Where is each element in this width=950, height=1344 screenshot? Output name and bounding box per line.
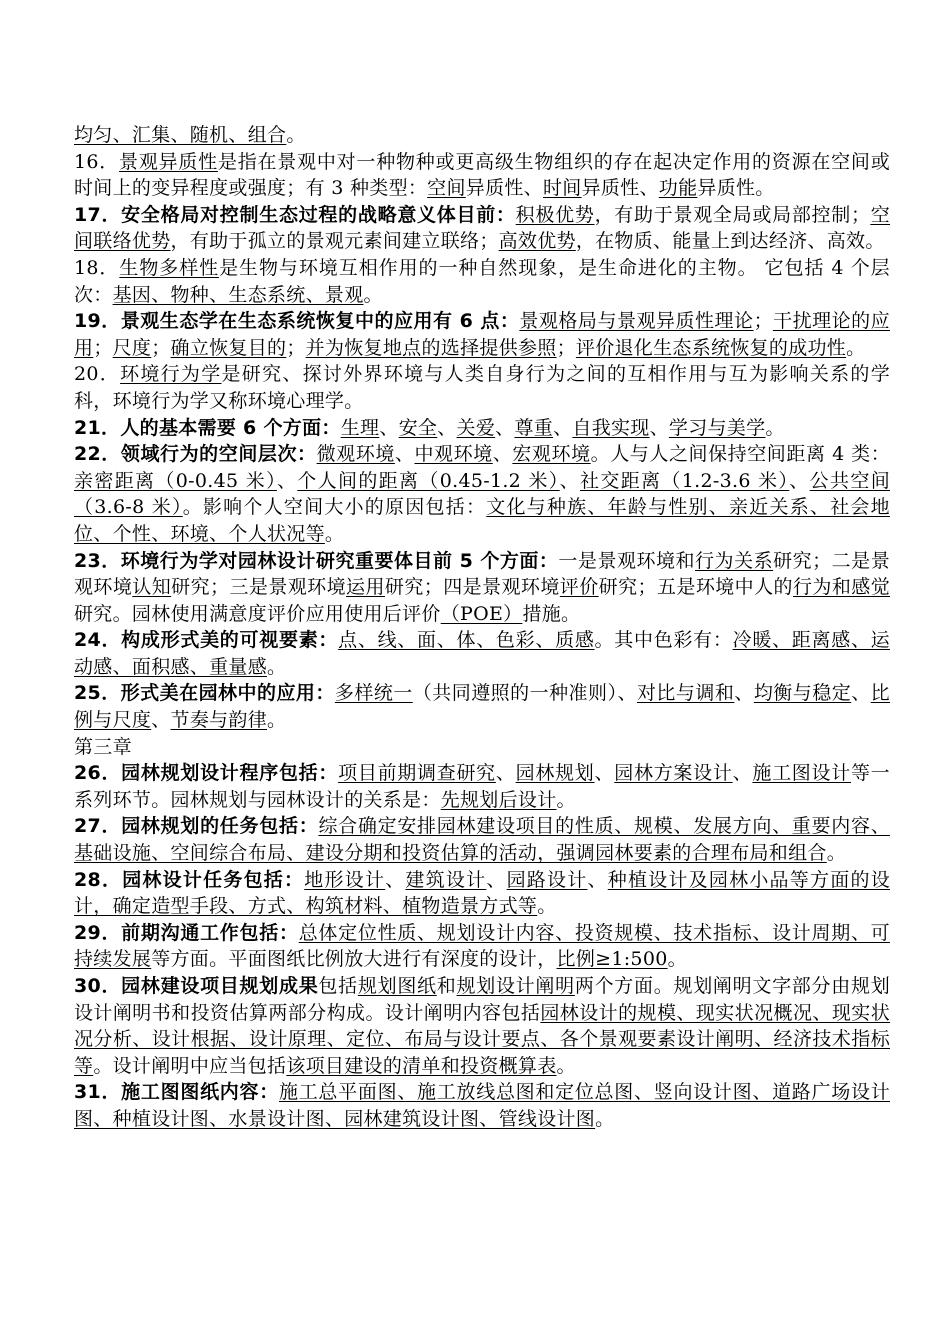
body-text: 、 (789, 469, 810, 492)
bold-heading-text: 21．人的基本需要 6 个方面： (74, 416, 341, 439)
body-text: 。 (556, 1054, 576, 1077)
bold-heading-text: 17．安全格局对控制生态过程的战略意义体目前： (74, 203, 516, 226)
underlined-text: 总体定位性质、规划设计内容、投资规模、技术指标、设计周期、可持续发展 (74, 921, 890, 971)
underlined-text: 社交距离（1.2-3.6 米） (580, 469, 790, 492)
underlined-text: 学习与美学 (668, 416, 766, 439)
body-text: 异质性。 (697, 177, 775, 200)
underlined-text: 评价退化生态系统恢复的成功性 (575, 336, 847, 359)
underlined-text: 文化与种族、年龄与性别、亲近关系、社会地位、个性、环境、个人状况等 (74, 496, 890, 545)
underlined-text: 运用 (346, 576, 385, 599)
body-text: 、 (486, 868, 507, 891)
bold-heading-text: 22．领域行为的空间层次： (74, 443, 317, 466)
body-text: 、 (495, 416, 515, 439)
body-text: 、 (734, 682, 754, 705)
body-text: ，有助于孤立的景观元素间建立联络； (170, 230, 499, 253)
bold-heading-text: 26．园林规划设计程序包括： (74, 762, 339, 785)
underlined-text: 中观环境 (414, 443, 493, 466)
paragraph (74, 680, 890, 733)
body-text: 。 (556, 788, 576, 811)
underlined-text: 园林规划 (515, 762, 595, 785)
underlined-text: 确立恢复目的 (170, 336, 287, 359)
underlined-text: 自我实现 (572, 416, 650, 439)
body-text: 研究；四是景观环境 (384, 576, 560, 599)
underlined-text: 规划设计阐明 (456, 975, 575, 997)
bold-heading-text: 27．园林规划的任务包括： (74, 815, 319, 838)
body-text: 。 (286, 124, 306, 146)
underlined-text: 景观格局与景观异质性理论 (519, 310, 754, 333)
underlined-text: 均衡与稳定 (753, 682, 852, 705)
underlined-text: 园路设计 (506, 868, 588, 891)
paragraph (74, 415, 890, 442)
underlined-text: 干扰理论的应用 (74, 310, 890, 359)
body-text: 。人与人之间保持空间距离 4 类： (590, 443, 891, 466)
paragraph (74, 920, 890, 973)
underlined-text: 项目前期调查研究 (338, 762, 496, 785)
body-text: ，有助于景观全局或局部控制； (594, 203, 871, 226)
body-text: （共同遵照的一种准则）、 (412, 682, 637, 705)
body-text: 异质性、 (581, 177, 659, 200)
body-text: ； (286, 336, 306, 359)
paragraph (74, 361, 890, 414)
body-text: 、 (495, 762, 516, 785)
underlined-text: 积极优势 (515, 203, 595, 226)
paragraph (74, 202, 890, 255)
body-text: ； (93, 336, 113, 359)
body-text: ； (556, 336, 576, 359)
body-text: 。 (267, 655, 287, 678)
body-text: 、 (394, 443, 415, 466)
underlined-text: 比例与尺度 (74, 682, 890, 732)
bold-heading-text: 30．园林建设项目规划成果 (74, 975, 319, 997)
body-text: 。 (324, 522, 345, 545)
body-text: 。 (363, 283, 383, 306)
paragraph (74, 760, 890, 813)
body-text: 。 (267, 709, 287, 732)
underlined-text: （POE） (440, 602, 523, 625)
body-text: 、 (559, 469, 581, 492)
underlined-text: 并为恢复地点的选择提供参照 (305, 336, 557, 359)
bold-heading-text: 28．园林设计任务包括： (74, 868, 305, 891)
body-text: 异质性、 (465, 177, 543, 200)
body-text: 、 (492, 443, 513, 466)
underlined-text: 尺度 (112, 336, 152, 359)
body-text: 研究；五是环境中人的 (598, 576, 793, 599)
underlined-text: 宏观环境 (512, 443, 591, 466)
underlined-text: 综合确定安排园林建设项目的性质、规模、发展方向、重要内容、基础设施、空间综合布局、建设分期和投资估算的活动，强调园林要素的合理布局和组合 (74, 815, 891, 865)
body-text: 、 (437, 416, 457, 439)
underlined-text: 该项目建设的清单和投资概算表 (286, 1054, 557, 1077)
underlined-text: 规划图纸 (357, 975, 437, 997)
body-text: 包括 (318, 975, 358, 997)
paragraph (74, 122, 890, 149)
body-text: 第三章 (74, 735, 132, 758)
bold-heading-text: 25．形式美在园林中的应用： (74, 682, 335, 705)
body-text: 研究；三是景观环境 (171, 576, 347, 599)
body-text: 是生物与环境互相作用的一种自然现象，是生命进化的主物。 它包括 4 个层次： (74, 256, 890, 306)
paragraph (74, 149, 890, 202)
body-text: 等方面。平面图纸比例放大进行有深度的设计， (151, 948, 557, 971)
bold-heading-text: 24．构成形式美的可视要素： (74, 629, 339, 652)
body-text: 。影响个人空间大小的原因包括： (182, 496, 487, 519)
body-text: 一是景观环境和 (558, 549, 696, 572)
body-text: 。 (537, 895, 557, 918)
body-text: 、 (851, 682, 871, 705)
underlined-text: 生理 (340, 416, 380, 439)
body-text: 16． (74, 150, 120, 173)
paragraph (74, 255, 890, 308)
underlined-text: 先规划后设计 (440, 788, 557, 811)
body-text: 研究；二是景观环境 (74, 549, 890, 599)
body-text: 两个方面。规划阐明文字部分由规划设计阐明书和投资估算两部分构成。设计阐明内容包括 (74, 975, 891, 1024)
body-text: 、 (276, 469, 298, 492)
underlined-text: 尊重 (514, 416, 554, 439)
underlined-text: 冷暖、距离感、运动感、面积感、重量感 (74, 629, 890, 678)
paragraph (74, 973, 890, 1079)
underlined-text: 环境行为学 (120, 363, 222, 386)
paragraph (74, 1079, 890, 1132)
underlined-text: 建筑设计 (405, 868, 487, 891)
paragraph (74, 627, 890, 680)
body-text: 、 (649, 416, 669, 439)
underlined-text: 园林方案设计 (614, 762, 733, 785)
underlined-text: 个人间的距离（0.45-1.2 米） (297, 469, 560, 492)
body-text: 。设计阐明中应当包括 (93, 1054, 287, 1077)
underlined-text: 对比与调和 (636, 682, 735, 705)
underlined-text: 比例≥1:500 (556, 948, 668, 971)
underlined-text: 行为和感觉 (792, 576, 891, 599)
body-text: 、 (553, 416, 573, 439)
underlined-text: 空间联络优势 (74, 203, 891, 253)
paragraph (74, 548, 890, 628)
document-body (74, 122, 890, 1133)
body-text: 18． (74, 256, 120, 279)
underlined-text: 点、线、面、体、色彩、质感 (338, 629, 595, 652)
underlined-text: 关爱 (456, 416, 496, 439)
body-text: ； (753, 310, 773, 333)
underlined-text: 功能 (658, 177, 698, 200)
body-text: 。 (826, 842, 847, 865)
underlined-text: 行为关系 (695, 549, 774, 572)
paragraph (74, 734, 890, 761)
body-text: 。 (667, 948, 687, 971)
underlined-text: 公共空间（3.6-8 米） (74, 469, 890, 519)
body-text: 20． (74, 363, 121, 386)
underlined-text: 高效优势 (498, 230, 576, 253)
body-text: 、 (379, 416, 399, 439)
body-text: 。其中色彩有： (594, 629, 733, 652)
body-text: 研究。园林使用满意度评价应用使用后评价 (74, 602, 441, 625)
underlined-text: 施工图设计 (752, 762, 851, 785)
underlined-text: 景观异质性 (119, 150, 218, 173)
bold-heading-text: 23．环境行为学对园林设计研究重要体目前 5 个方面： (74, 549, 559, 572)
underlined-text: 多样统一 (334, 682, 413, 705)
bold-heading-text: 19．景观生态学在生态系统恢复中的应用有 6 点： (74, 310, 520, 333)
underlined-text: 施工总平面图、施工放线总图和定位总图、竖向设计图、道路广场设计图、种植设计图、水景设计图、园林建筑设计图、管线设计图 (74, 1081, 890, 1130)
body-text: 是研究、探讨外界环境与人类自身行为之间的互相作用与互为影响关系的学科，环境行为学又称环境心理学。 (74, 363, 890, 412)
underlined-text: 认知 (132, 576, 172, 599)
body-text: 。 (846, 336, 866, 359)
underlined-text: 地形设计 (304, 868, 386, 891)
body-text: 、 (587, 868, 608, 891)
body-text: 。 (595, 1107, 615, 1130)
underlined-text: 节奏与韵律 (170, 709, 268, 732)
body-text: 是指在景观中对一种物种或更高级生物组织的存在起决定作用的资源在空间或时间上的变异程度或强度；有 3 种类型： (74, 150, 890, 200)
underlined-text: 均匀、汇集、随机、组合 (74, 124, 287, 146)
underlined-text: 基因、物种、生态系统、景观 (112, 283, 364, 306)
underlined-text: 生物多样性 (119, 256, 220, 279)
body-text: 措施。 (522, 602, 581, 625)
underlined-text: 微观环境 (316, 443, 395, 466)
underlined-text: 种植设计及园林小品等方面的设计，确定造型手段、方式、构筑材料、植物造景方式等 (74, 868, 891, 918)
paragraph (74, 813, 890, 866)
underlined-text: 时间 (542, 177, 582, 200)
underlined-text: 园林设计的规模、现实状况概况、现实状况分析、设计根据、设计原理、定位、布局与设计要点、各个景观要素设计阐明、经济技术指标等 (74, 1001, 890, 1077)
body-text: 、 (594, 762, 615, 785)
underlined-text: 空间 (427, 177, 466, 200)
body-text: 、 (732, 762, 753, 785)
paragraph (74, 441, 890, 547)
body-text: 、 (385, 868, 406, 891)
underlined-text: 亲密距离（0-0.45 米） (74, 469, 277, 492)
paragraph (74, 308, 890, 361)
body-text: 等一系列环节。园林规划与园林设计的关系是： (74, 762, 890, 811)
paragraph (74, 867, 890, 920)
bold-heading-text: 29．前期沟通工作包括： (74, 921, 299, 944)
body-text: ，在物质、能量上到达经济、高效。 (575, 230, 885, 253)
body-text: ； (151, 336, 171, 359)
underlined-text: 安全 (398, 416, 438, 439)
body-text: 和 (436, 975, 457, 997)
bold-heading-text: 31．施工图图纸内容： (74, 1081, 279, 1104)
body-text: 。 (765, 416, 785, 439)
underlined-text: 评价 (559, 576, 599, 599)
body-text: 、 (151, 709, 171, 732)
